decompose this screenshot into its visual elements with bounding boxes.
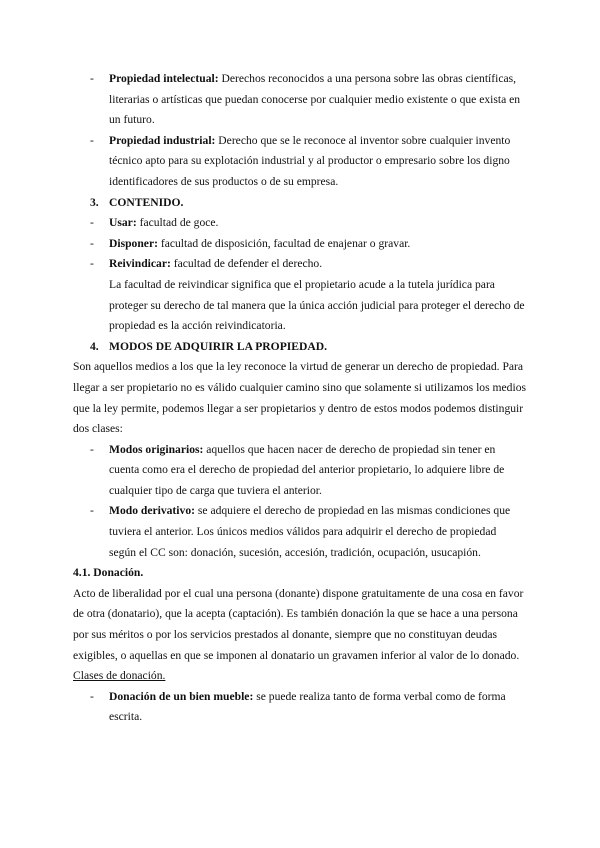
term-disponer: Disponer:: [109, 236, 158, 250]
term-reivindicar: Reivindicar:: [109, 257, 171, 271]
heading-modos: [73, 337, 526, 358]
heading-donacion: 4.1. Donación.: [73, 566, 144, 580]
heading-contenido: [73, 193, 526, 214]
list-item-usar: [73, 213, 526, 234]
term-donacion-bien-mueble: Donación de un bien mueble:: [109, 689, 254, 703]
paragraph-donacion: Acto de liberalidad por el cual una persona (donante) dispone gratuitamente de una cosa en favor de otra (donatario), que la acepta (captación). Es también donación la que se hace a una persona por sus méritos o por los servicios prestados al donante, siempre que no constituyan deudas exigibles, o aquellas en que se imponen al donatario un gravamen inferior al valor de lo donado.: [73, 586, 524, 662]
list-item-propiedad-intelectual: [73, 69, 526, 131]
term-modo-derivativo: Modo derivativo:: [109, 504, 195, 518]
bullet-dash: -: [90, 504, 94, 518]
bullet-dash: -: [90, 442, 94, 456]
text-usar: facultad de goce.: [136, 216, 219, 230]
term-modos-originarios: Modos originarios:: [109, 442, 204, 456]
list-item-modos-originarios: [73, 440, 526, 502]
list-item-disponer: [73, 234, 526, 255]
list-item-propiedad-industrial: [73, 131, 526, 193]
text-reivindicar: facultad de defender el derecho.: [170, 257, 323, 271]
list-item-reivindicar: [73, 254, 526, 275]
text-modos-originarios: aquellos que hacen nacer de derecho de propiedad sin tener en cuenta como era el derecho de propiedad del anterior propietario, lo adquiere libre de cualquier tipo de carga que tuviera el anterior.: [109, 442, 505, 497]
bullet-dash: -: [90, 257, 94, 271]
text-propiedad-intelectual: Derechos reconocidos a una persona sobre las obras científicas, literarias o artísticas que puedan conocerse por cualquier medio existente o que exista en un futuro.: [109, 72, 521, 127]
text-propiedad-industrial: Derecho que se le reconoce al inventor sobre cualquier invento técnico apto para su explotación industrial y al productor o empresario sobre los digno identificadores de sus productos o de su empresa.: [109, 133, 511, 188]
bullet-dash: -: [90, 216, 94, 230]
list-item-donacion-bien-mueble: [73, 687, 526, 728]
subheading-clases-donacion: Clases de donación.: [73, 669, 166, 683]
paragraph-modos: Son aquellos medios a los que la ley reconoce la virtud de generar un derecho de propiedad. Para llegar a ser propietario no es válido cualquier camino sino que solamente si utilizamos los medios que la ley permite, podemos llegar a ser propietarios y dentro de estos modos podemos distinguir dos clases:: [73, 360, 527, 436]
text-donacion-bien-mueble: se puede realiza tanto de forma verbal como de forma escrita.: [109, 689, 506, 724]
paragraph-reivindicar: La facultad de reivindicar significa que el propietario acude a la tutela jurídica para proteger su derecho de tal manera que la única acción judicial para proteger el derecho de propiedad es la acción reivindicatoria.: [109, 277, 525, 333]
term-usar: Usar:: [109, 216, 137, 230]
term-propiedad-industrial: Propiedad industrial:: [109, 133, 216, 147]
term-propiedad-intelectual: Propiedad intelectual:: [109, 72, 219, 85]
bullet-dash: -: [90, 689, 94, 703]
bullet-dash: -: [90, 236, 94, 250]
heading-title: CONTENIDO.: [109, 195, 184, 209]
list-item-modo-derivativo: [73, 501, 526, 563]
heading-title: MODOS DE ADQUIRIR LA PROPIEDAD.: [109, 339, 328, 353]
bullet-dash: -: [90, 133, 94, 147]
heading-number: 3.: [90, 195, 99, 209]
bullet-dash: -: [90, 72, 94, 85]
text-disponer: facultad de disposición, facultad de enajenar o gravar.: [157, 236, 411, 250]
heading-number: 4.: [90, 339, 99, 353]
text-modo-derivativo: se adquiere el derecho de propiedad en las mismas condiciones que tuviera el anterior. Los únicos medios válidos para adquirir el derecho de propiedad según el CC son: donación, sucesión, accesión, tradición, ocupación, usucapión.: [109, 504, 511, 559]
